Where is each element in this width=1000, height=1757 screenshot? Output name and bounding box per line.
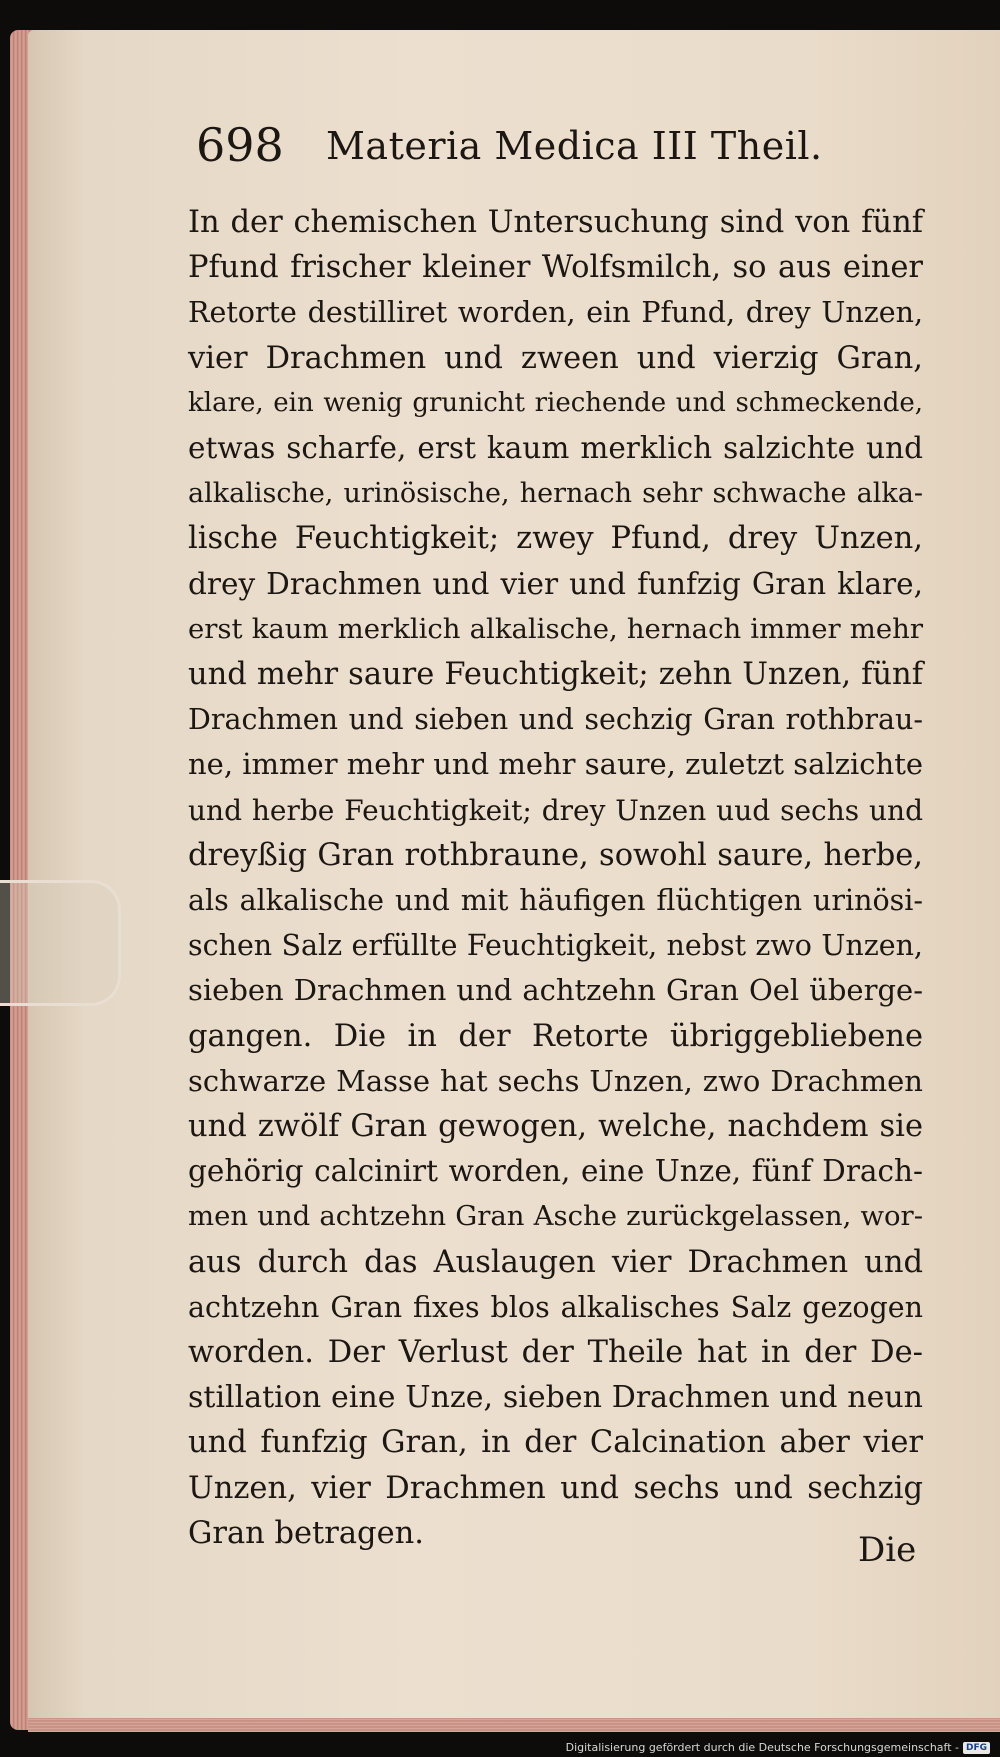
text-line: lische Feuchtigkeit; zwey Pfund, drey Unzen, [188, 521, 923, 557]
page-number: 698 [196, 118, 284, 172]
dfg-logo: DFG [963, 1742, 990, 1754]
text-line: und zwölf Gran gewogen, welche, nachdem sie [188, 1109, 923, 1145]
text-line: Pfund frischer kleiner Wolfsmilch, so aus einer [188, 250, 923, 286]
text-line: drey Drachmen und vier und funfzig Gran klare, [188, 566, 923, 601]
text-line: alkalische, urinösische, hernach sehr schwache alka- [188, 478, 923, 510]
text-line: Unzen, vier Drachmen und sechs und sechzig [188, 1470, 923, 1506]
text-line: Drachmen und sieben und sechzig Gran rothbrau- [188, 703, 923, 737]
text-line: und mehr saure Feuchtigkeit; zehn Unzen, fünf [188, 657, 923, 693]
text-line: Retorte destilliret worden, ein Pfund, drey Unzen, [188, 296, 923, 330]
catchword: Die [858, 1530, 917, 1570]
page-bottom-edge [28, 1718, 1000, 1732]
text-line: worden. Der Verlust der Theile hat in der De- [188, 1335, 923, 1371]
credit-text: Digitalisierung gefördert durch die Deutsche Forschungsgemeinschaft - [565, 1741, 959, 1754]
text-line: etwas scharfe, erst kaum merklich salzichte und [188, 431, 923, 466]
page-clip [0, 880, 121, 1006]
text-line: klare, ein wenig grunicht riechende und schmeckende, [188, 387, 923, 418]
running-title: Materia Medica III Theil. [326, 124, 823, 168]
text-line: vier Drachmen und zween und vierzig Gran, [188, 340, 923, 376]
text-line: und herbe Feuchtigkeit; drey Unzen uud sechs und [188, 793, 923, 827]
text-line: schen Salz erfüllte Feuchtigkeit, nebst zwo Unzen, [188, 929, 923, 963]
text-line: und funfzig Gran, in der Calcination aber vier [188, 1425, 923, 1461]
digitization-credit [566, 1741, 990, 1754]
text-line: gehörig calcinirt worden, eine Unze, fünf Drach- [188, 1154, 923, 1189]
text-line: aus durch das Auslaugen vier Drachmen und [188, 1244, 923, 1280]
text-line: schwarze Masse hat sechs Unzen, zwo Drachmen [188, 1063, 923, 1098]
text-line: Gran betragen. [188, 1515, 424, 1551]
text-line: gangen. Die in der Retorte übriggebliebene [188, 1018, 923, 1054]
text-line: achtzehn Gran fixes blos alkalisches Salz gezogen [188, 1290, 923, 1324]
text-line: dreyßig Gran rothbraune, sowohl saure, herbe, [188, 837, 923, 873]
text-line: men und achtzehn Gran Asche zurückgelassen, wor- [188, 1200, 923, 1233]
text-line: stillation eine Unze, sieben Drachmen und neun [188, 1380, 923, 1416]
text-line: In der chemischen Untersuchung sind von fünf [188, 205, 923, 240]
text-line: erst kaum merklich alkalische, hernach immer mehr [188, 612, 923, 645]
body-text [188, 200, 923, 1556]
text-line: sieben Drachmen und achtzehn Gran Oel überge- [188, 973, 923, 1008]
text-line: ne, immer mehr und mehr saure, zuletzt salzichte [188, 747, 924, 782]
text-line: als alkalische und mit häufigen flüchtigen urinösi- [188, 884, 923, 918]
page-header [196, 118, 836, 178]
